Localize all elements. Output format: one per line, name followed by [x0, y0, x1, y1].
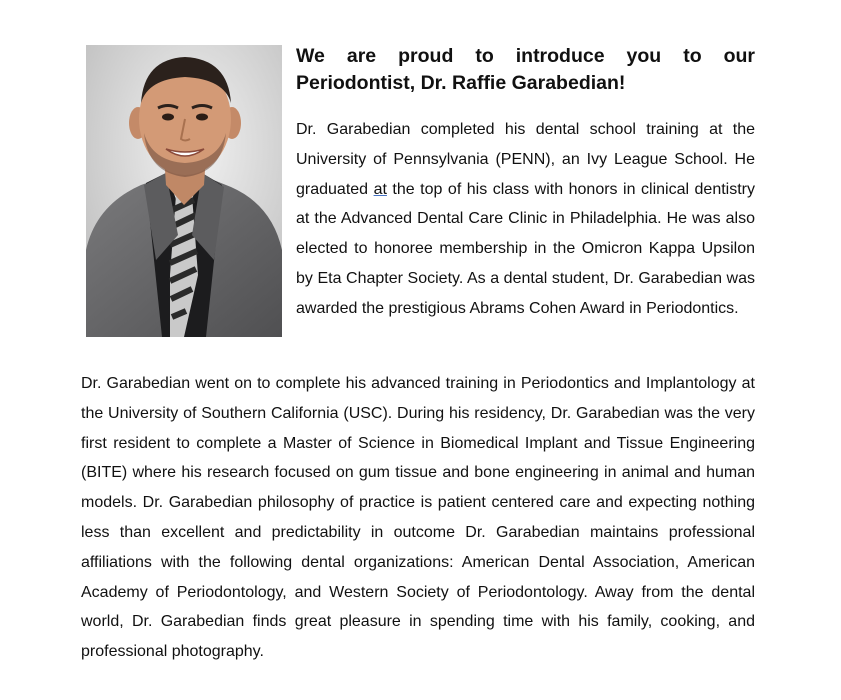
doctor-portrait-photo	[86, 45, 282, 337]
intro-underlined-word: at	[373, 180, 387, 198]
biography-paragraph: Dr. Garabedian went on to complete his advanced training in Periodontics and Implantology at the University of Southern California (USC). During his residency, Dr. Garabedian was the very first resident to complete a Master of Science in Biomedical Implant and Tissue Engineering (BITE) where his research focused on gum tissue and bone engineering in animal and human models. Dr. Garabedian philosophy of practice is patient centered care and expecting nothing less than excellent and predictability in outcome Dr. Garabedian maintains professional affiliations with the following dental organizations: American Dental Association, American Academy of Periodontology, and Western Society of Periodontology. Away from the dental world, Dr. Garabedian finds great pleasure in spending time with his family, cooking, and professional photography.	[81, 375, 755, 661]
intro-text-part2: the top of his class with honors in clinical dentistry at the Advanced Dental Care Clinic in Philadelphia. He was also elected to honoree membership in the Omicron Kappa Upsilon by Eta Chapter Society. As a dental student, Dr. Garabedian was awarded the prestigious Abrams Cohen Award in Periodontics.	[296, 180, 756, 317]
page-headline: We are proud to introduce you to our Periodontist, Dr. Raffie Garabedian!	[296, 45, 755, 94]
intro-text-part1: Dr. Garabedian completed his dental school training at the University of Pennsylvania (PENN), an Ivy League School. He graduated	[296, 121, 755, 198]
intro-paragraph	[296, 115, 755, 324]
